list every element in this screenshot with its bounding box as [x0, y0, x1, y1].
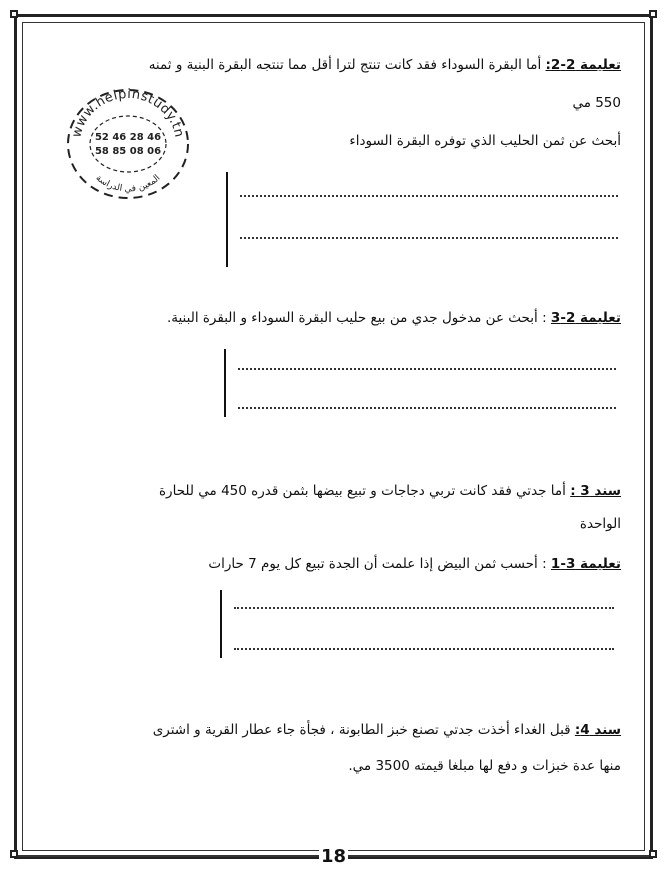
t31-line — [208, 556, 621, 572]
answer-line[interactable] — [240, 237, 618, 239]
t23-label: تعليمة 2-3 — [550, 310, 621, 326]
answer-line[interactable] — [234, 648, 614, 650]
s4-label: سند 4: — [574, 722, 621, 738]
stamp-url: www.helpinstudy.tn — [69, 86, 187, 140]
corner-ornament — [10, 10, 18, 18]
s3-line-1 — [159, 483, 621, 499]
t23-text: : أبحث عن مدخول جدي من بيع حليب البقرة السوداء و البقرة البنية. — [166, 310, 547, 326]
stamp-phone-1: 52 46 28 46 — [94, 132, 162, 143]
s4-line-2: منها عدة خبزات و دفع لها مبلغا قيمته 3500 مي. — [348, 758, 621, 774]
t22-line-1-text: أما البقرة السوداء فقد كانت تنتج لترا أقل مما تنتجه البقرة البنية و ثمنه — [148, 57, 542, 73]
t23-line — [167, 310, 621, 326]
helpinstudy-stamp — [64, 82, 192, 200]
stamp-slogan: المعين في الدراسة — [93, 173, 163, 195]
svg-text:المعين في الدراسة — [94, 173, 163, 194]
s4-line-1 — [153, 722, 621, 738]
t22-label: تعليمة 2-2: — [545, 57, 621, 73]
s3-line-1-text: أما جدتي فقد كانت تربي دجاجات و تبيع بيضها بثمن قدره 450 مي للحارة — [158, 483, 566, 499]
page-number: 18 — [320, 846, 347, 867]
t31-text: : أحسب ثمن البيض إذا علمت أن الجدة تبيع كل يوم 7 حارات — [208, 556, 547, 572]
answer-bar — [224, 349, 226, 417]
s3-label: سند 3 : — [570, 483, 621, 499]
t22-line-1 — [149, 57, 621, 73]
answer-line[interactable] — [238, 407, 616, 409]
t22-line-2: 550 مي — [572, 95, 621, 111]
stamp-phone-2: 58 85 08 06 — [94, 146, 162, 157]
t22-question: أبحث عن ثمن الحليب الذي توفره البقرة السوداء — [349, 133, 621, 149]
s3-line-2: الواحدة — [579, 516, 621, 532]
answer-line[interactable] — [234, 607, 614, 609]
answer-line[interactable] — [238, 368, 616, 370]
corner-ornament — [649, 10, 657, 18]
answer-bar — [226, 172, 228, 267]
s4-line-1-text: قبل الغداء أخذت جدتي تصنع خبز الطابونة ، فجأة جاء عطار القرية و اشترى — [152, 722, 571, 738]
t31-label: تعليمة 3-1 — [550, 556, 621, 572]
answer-line[interactable] — [240, 195, 618, 197]
answer-bar — [220, 590, 222, 658]
